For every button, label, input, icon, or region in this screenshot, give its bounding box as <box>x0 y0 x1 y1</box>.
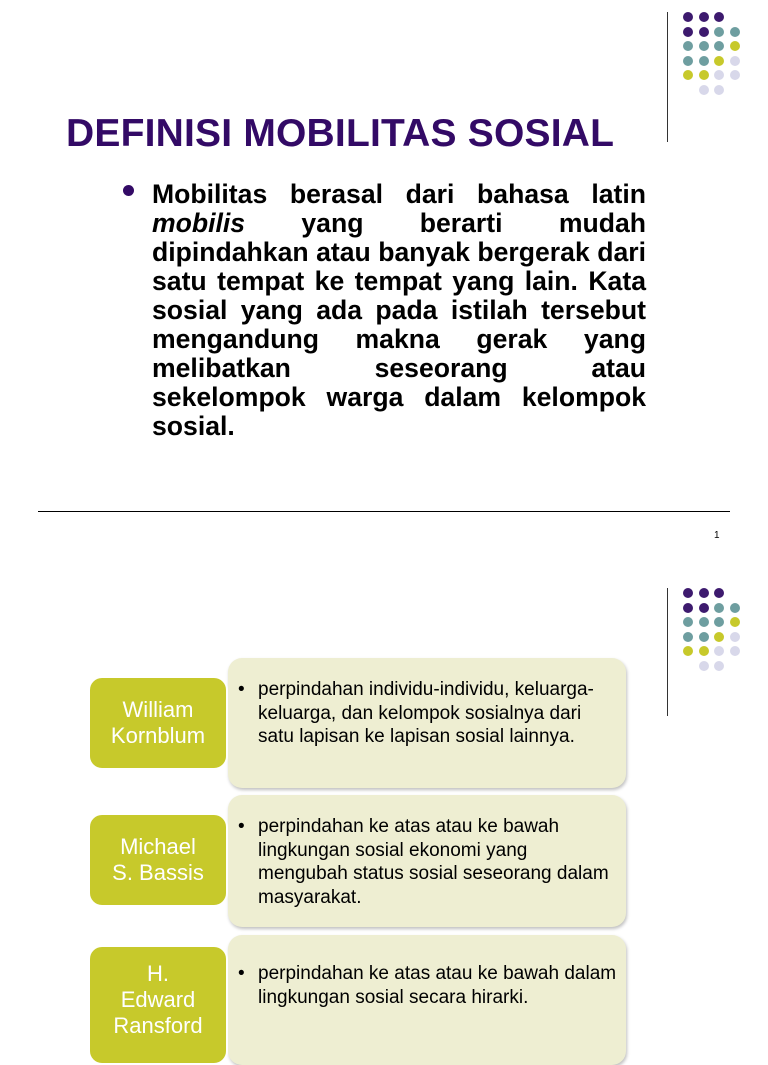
decorative-dot <box>699 617 709 627</box>
decorative-dot <box>699 632 709 642</box>
decorative-vertical-line <box>667 12 668 142</box>
author-name-line: Edward <box>120 987 196 1012</box>
author-name-line: H. <box>147 961 169 986</box>
author-name-line: Kornblum <box>110 723 206 748</box>
decorative-dot <box>714 41 724 51</box>
decorative-dot <box>699 41 709 51</box>
decorative-dot <box>699 603 709 613</box>
bullet-icon: • <box>238 679 245 700</box>
decorative-dot <box>683 588 693 598</box>
decorative-dot <box>714 27 724 37</box>
decorative-dot <box>714 632 724 642</box>
definition-author-label <box>88 945 228 1065</box>
decorative-dot <box>683 56 693 66</box>
bullet-icon: • <box>238 963 245 984</box>
decorative-dot <box>714 56 724 66</box>
definition-author-label <box>88 676 228 770</box>
definition-text <box>238 962 618 1009</box>
bullet-icon: • <box>238 816 245 837</box>
decorative-dot <box>699 56 709 66</box>
decorative-dot-grid <box>683 12 763 124</box>
decorative-dot <box>714 646 724 656</box>
decorative-dot <box>699 70 709 80</box>
definition-text-body: perpindahan individu-individu, keluarga-keluarga, dan kelompok sosialnya dari satu lapisan ke lapisan sosial lainnya. <box>258 679 594 747</box>
definition-text <box>238 815 618 909</box>
decorative-dot <box>714 588 724 598</box>
author-name-line: William <box>122 697 194 722</box>
bullet-text <box>152 180 646 441</box>
decorative-dot <box>714 617 724 627</box>
bullet-text-part2: yang berarti mudah dipindahkan atau banyak bergerak dari satu tempat ke tempat yang lain. Kata sosial yang ada pada istilah tersebut mengandung makna gerak yang melibatkan seseorang atau sekelompok warga dalam kelompok sosial. <box>152 208 646 441</box>
author-name-line: S. Bassis <box>112 860 204 885</box>
decorative-dot <box>714 70 724 80</box>
author-name-line: Ransford <box>113 1013 203 1038</box>
decorative-dot <box>683 41 693 51</box>
decorative-dot <box>730 70 740 80</box>
decorative-dot <box>683 27 693 37</box>
bullet-text-italic: mobilis <box>152 208 246 238</box>
decorative-dot <box>683 632 693 642</box>
decorative-dot <box>730 56 740 66</box>
decorative-dot <box>683 70 693 80</box>
definition-text-body: perpindahan ke atas atau ke bawah lingkungan sosial ekonomi yang mengubah status sosial seseorang dalam masyarakat. <box>258 816 609 908</box>
decorative-dot <box>699 646 709 656</box>
page-number: 1 <box>714 530 720 541</box>
decorative-dot <box>714 12 724 22</box>
author-name-line: Michael <box>120 834 196 859</box>
decorative-dot <box>730 617 740 627</box>
bullet-paragraph <box>120 180 646 441</box>
definition-text-body: perpindahan ke atas atau ke bawah dalam lingkungan sosial secara hirarki. <box>258 963 617 1008</box>
decorative-dot <box>714 603 724 613</box>
bullet-text-part1: Mobilitas berasal dari bahasa latin <box>152 179 646 209</box>
bullet-dot-icon <box>123 185 134 196</box>
decorative-dot <box>683 12 693 22</box>
decorative-dot-grid-2 <box>683 588 763 700</box>
page-divider <box>38 511 730 512</box>
decorative-dot <box>730 41 740 51</box>
slide-title: DEFINISI MOBILITAS SOSIAL <box>66 112 615 155</box>
decorative-dot <box>730 603 740 613</box>
definition-text <box>238 678 618 749</box>
decorative-dot <box>699 27 709 37</box>
decorative-dot <box>714 661 724 671</box>
decorative-dot <box>699 12 709 22</box>
decorative-dot <box>683 617 693 627</box>
decorative-dot <box>730 27 740 37</box>
decorative-dot <box>699 588 709 598</box>
definition-author-label <box>88 813 228 907</box>
decorative-dot <box>699 661 709 671</box>
decorative-dot <box>730 646 740 656</box>
decorative-vertical-line-2 <box>667 588 668 716</box>
decorative-dot <box>699 85 709 95</box>
decorative-dot <box>714 85 724 95</box>
decorative-dot <box>730 632 740 642</box>
decorative-dot <box>683 646 693 656</box>
decorative-dot <box>683 603 693 613</box>
